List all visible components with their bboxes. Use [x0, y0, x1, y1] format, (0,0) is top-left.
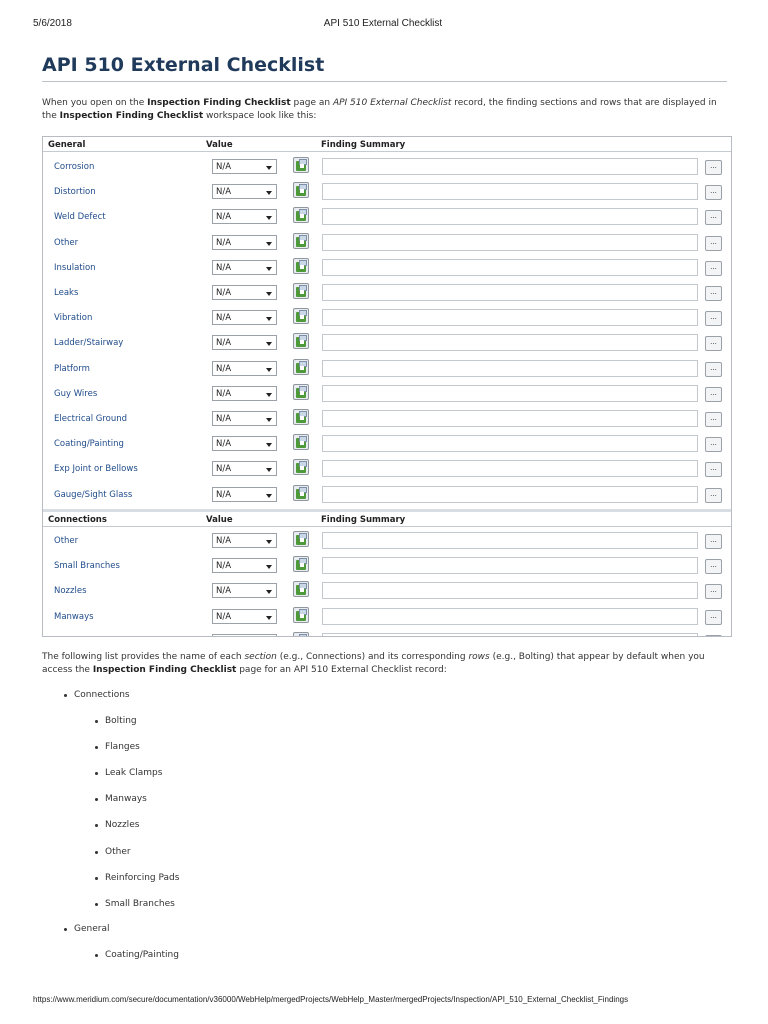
add-finding-icon[interactable] — [293, 283, 309, 299]
row-label: Vibration — [54, 313, 93, 324]
checklist-row — [43, 332, 731, 357]
dropdown-arrow-icon[interactable] — [266, 443, 272, 447]
finding-summary-field[interactable] — [322, 633, 698, 637]
list-intro-text-1: The following list provides the name of each — [42, 652, 245, 662]
list-item: Reinforcing Pads — [105, 872, 180, 883]
dropdown-arrow-icon[interactable] — [266, 590, 272, 594]
add-finding-icon[interactable] — [293, 556, 309, 572]
add-finding-icon[interactable] — [293, 581, 309, 597]
value-selected: N/A — [216, 338, 232, 349]
ellipsis-button[interactable]: ... — [705, 412, 722, 427]
list-intro-text-4: page for an API 510 External Checklist record: — [236, 665, 447, 675]
add-finding-icon[interactable] — [293, 258, 309, 274]
value-dropdown[interactable] — [212, 558, 277, 573]
add-finding-icon[interactable] — [293, 434, 309, 450]
ellipsis-button[interactable]: ... — [705, 559, 722, 574]
intro-bold-1: Inspection Finding Checklist — [147, 98, 291, 108]
list-item: Coating/Painting — [105, 950, 179, 960]
checklist-row — [43, 282, 731, 307]
row-label: Distortion — [54, 187, 96, 198]
checklist-row — [43, 206, 731, 231]
checklist-row — [43, 530, 731, 555]
value-selected: N/A — [216, 414, 232, 424]
add-finding-icon[interactable] — [293, 333, 309, 349]
finding-summary-field[interactable] — [322, 183, 698, 200]
dropdown-arrow-icon[interactable] — [266, 292, 272, 296]
value-dropdown[interactable] — [212, 335, 277, 350]
list-item: Small Branches — [105, 898, 175, 909]
print-date: 5/6/2018 — [33, 18, 72, 29]
finding-summary-field[interactable] — [322, 284, 698, 301]
value-selected: N/A — [216, 237, 232, 248]
value-dropdown[interactable] — [212, 436, 277, 451]
list-item: Bolting — [105, 716, 137, 726]
add-finding-icon[interactable] — [293, 409, 309, 425]
general-header-label: General — [48, 140, 86, 150]
dropdown-arrow-icon[interactable] — [266, 216, 272, 220]
dropdown-arrow-icon[interactable] — [266, 393, 272, 397]
general-section-header — [43, 137, 731, 152]
intro-text-1: When you open on the — [42, 98, 148, 108]
intro-paragraph — [42, 97, 732, 123]
row-label: Leaks — [54, 288, 79, 298]
add-finding-icon[interactable] — [293, 157, 309, 173]
add-finding-icon[interactable] — [293, 485, 309, 501]
ellipsis-button[interactable]: ... — [705, 387, 722, 402]
intro-bold-2: Inspection Finding Checklist — [59, 111, 204, 121]
list-intro-italic-1: section — [244, 652, 277, 662]
value-dropdown[interactable] — [212, 386, 277, 401]
row-label: Ladder/Stairway — [54, 338, 124, 349]
finding-summary-field[interactable] — [322, 309, 698, 326]
dropdown-arrow-icon[interactable] — [266, 540, 272, 544]
value-dropdown[interactable] — [212, 209, 277, 224]
ellipsis-button[interactable]: ... — [705, 462, 722, 477]
row-label: Guy Wires — [54, 388, 98, 399]
value-dropdown[interactable] — [212, 609, 277, 624]
dropdown-arrow-icon[interactable] — [266, 342, 272, 346]
dropdown-arrow-icon[interactable] — [266, 166, 272, 170]
add-finding-icon[interactable] — [293, 384, 309, 400]
value-selected: N/A — [216, 561, 232, 572]
finding-summary-field[interactable] — [322, 360, 698, 377]
dropdown-arrow-icon[interactable] — [266, 468, 272, 472]
list-item: Other — [105, 846, 131, 857]
value-selected: N/A — [216, 313, 232, 324]
ellipsis-button[interactable]: ... — [705, 261, 722, 276]
ellipsis-button[interactable]: ... — [705, 185, 722, 200]
row-label: Weld Defect — [54, 212, 106, 223]
value-selected: N/A — [216, 536, 232, 546]
intro-text-3: record, the finding sections and rows that are displayed in the — [42, 98, 717, 121]
add-finding-icon[interactable] — [293, 207, 309, 223]
value-selected: N/A — [216, 586, 232, 597]
checklist-row-partial — [43, 631, 731, 637]
print-footer-url: https://www.meridium.com/secure/documentation/v36000/WebHelp/mergedProjects/WebHelp_Master/mergedProjects/Inspection/API_510_External_Checklist_Findings — [33, 995, 629, 1004]
value-selected: N/A — [216, 489, 232, 500]
row-label: Other — [54, 536, 79, 546]
list-item: Leak Clamps — [105, 768, 163, 779]
row-label: Coating/Painting — [54, 439, 124, 450]
checklist-row — [43, 580, 731, 605]
add-finding-icon[interactable] — [293, 607, 309, 623]
connections-header-label: Connections — [48, 515, 107, 525]
add-finding-icon[interactable] — [293, 459, 309, 475]
checklist-row — [43, 555, 731, 580]
dropdown-arrow-icon[interactable] — [266, 242, 272, 246]
value-dropdown[interactable] — [212, 235, 277, 250]
row-label: Exp Joint or Bellows — [54, 464, 138, 475]
value-selected: N/A — [216, 363, 232, 374]
list-item-section: Connections — [74, 690, 130, 700]
finding-summary-field[interactable] — [322, 385, 698, 402]
checklist-row — [43, 433, 731, 458]
finding-summary-field[interactable] — [322, 608, 698, 625]
checklist-row — [43, 181, 731, 206]
ellipsis-button[interactable]: ... — [705, 534, 722, 549]
list-item: Flanges — [105, 742, 140, 753]
row-label: Small Branches — [54, 561, 120, 572]
checklist-row — [43, 232, 731, 257]
row-label: Other — [54, 237, 79, 248]
dropdown-arrow-icon[interactable] — [266, 616, 272, 620]
list-intro-paragraph — [42, 651, 732, 677]
list-item: Manways — [105, 794, 147, 805]
row-label: Gauge/Sight Glass — [54, 489, 133, 500]
checklist-row — [43, 257, 731, 282]
list-intro-italic-2: rows — [468, 652, 490, 662]
ellipsis-button[interactable]: ... — [705, 437, 722, 452]
value-dropdown[interactable] — [212, 583, 277, 598]
ellipsis-button[interactable]: ... — [705, 160, 722, 175]
value-header-label: Value — [206, 515, 233, 525]
add-finding-icon[interactable] — [293, 359, 309, 375]
value-dropdown[interactable] — [212, 184, 277, 199]
finding-summary-field[interactable] — [322, 334, 698, 351]
value-dropdown[interactable] — [212, 461, 277, 476]
value-dropdown[interactable] — [212, 411, 277, 426]
dropdown-arrow-icon[interactable] — [266, 494, 272, 498]
value-dropdown[interactable] — [212, 159, 277, 174]
value-dropdown[interactable] — [212, 487, 277, 502]
checklist-row — [43, 606, 731, 631]
dropdown-arrow-icon[interactable] — [266, 565, 272, 569]
value-dropdown[interactable] — [212, 285, 277, 300]
title-divider — [42, 81, 727, 82]
value-dropdown[interactable] — [212, 310, 277, 325]
dropdown-arrow-icon[interactable] — [266, 191, 272, 195]
connections-section-header — [43, 512, 731, 527]
summary-header-label: Finding Summary — [321, 140, 406, 150]
value-selected: N/A — [216, 439, 232, 450]
checklist-row — [43, 383, 731, 408]
row-label: Nozzles — [54, 586, 87, 597]
intro-text-2: page an — [290, 98, 333, 108]
list-item-section: General — [74, 924, 110, 934]
dropdown-arrow-icon[interactable] — [266, 267, 272, 271]
value-dropdown[interactable] — [212, 634, 277, 637]
add-finding-icon[interactable] — [293, 308, 309, 324]
intro-italic-1: API 510 External Checklist — [332, 98, 452, 108]
finding-summary-field[interactable] — [322, 208, 698, 225]
list-item: Nozzles — [105, 820, 140, 831]
value-selected: N/A — [216, 162, 232, 172]
row-label: Insulation — [54, 262, 96, 273]
add-finding-icon[interactable] — [293, 632, 309, 637]
page-title: API 510 External Checklist — [42, 54, 325, 76]
finding-summary-field[interactable] — [322, 582, 698, 599]
finding-summary-field[interactable] — [322, 234, 698, 251]
row-label: Corrosion — [54, 162, 95, 172]
finding-summary-field[interactable] — [322, 557, 698, 574]
dropdown-arrow-icon[interactable] — [266, 418, 272, 422]
checklist-row — [43, 408, 731, 433]
finding-summary-field[interactable] — [322, 410, 698, 427]
finding-summary-field[interactable] — [322, 158, 698, 175]
add-finding-icon[interactable] — [293, 182, 309, 198]
list-intro-bold-1: Inspection Finding Checklist — [92, 665, 237, 675]
checklist-row — [43, 484, 731, 509]
finding-summary-field[interactable] — [322, 435, 698, 452]
checklist-row — [43, 458, 731, 483]
value-dropdown[interactable] — [212, 533, 277, 548]
checklist-row — [43, 307, 731, 332]
finding-summary-field[interactable] — [322, 532, 698, 549]
value-dropdown[interactable] — [212, 260, 277, 275]
row-label: Platform — [54, 363, 90, 374]
checklist-row — [43, 358, 731, 383]
value-selected: N/A — [216, 212, 232, 223]
ellipsis-button[interactable]: ... — [705, 584, 722, 599]
row-label: Manways — [54, 611, 94, 622]
print-title: API 510 External Checklist — [323, 18, 443, 29]
checklist-panel — [42, 136, 732, 637]
checklist-row — [43, 156, 731, 181]
add-finding-icon[interactable] — [293, 531, 309, 547]
value-selected: N/A — [216, 388, 232, 399]
ellipsis-button[interactable] — [705, 635, 722, 637]
value-selected: N/A — [216, 611, 232, 622]
summary-header-label: Finding Summary — [321, 515, 406, 525]
ellipsis-button[interactable]: ... — [705, 311, 722, 326]
value-selected: N/A — [216, 187, 232, 198]
ellipsis-button[interactable]: ... — [705, 610, 722, 625]
value-selected: N/A — [216, 288, 232, 298]
ellipsis-button[interactable]: ... — [705, 210, 722, 225]
list-intro-text-3: (e.g., Bolting) that appear by default when you access the — [42, 652, 705, 675]
value-selected: N/A — [216, 464, 232, 475]
finding-summary-field[interactable] — [322, 460, 698, 477]
list-intro-text-2: (e.g., Connections) and its corresponding — [276, 652, 469, 662]
value-dropdown[interactable] — [212, 361, 277, 376]
value-selected: N/A — [216, 262, 232, 273]
ellipsis-button[interactable]: ... — [705, 362, 722, 377]
finding-summary-field[interactable] — [322, 486, 698, 503]
ellipsis-button[interactable]: ... — [705, 286, 722, 301]
dropdown-arrow-icon[interactable] — [266, 317, 272, 321]
value-header-label: Value — [206, 140, 233, 150]
finding-summary-field[interactable] — [322, 259, 698, 276]
ellipsis-button[interactable]: ... — [705, 336, 722, 351]
intro-text-4: workspace look like this: — [203, 111, 317, 121]
ellipsis-button[interactable]: ... — [705, 488, 722, 503]
row-label: Electrical Ground — [54, 414, 128, 424]
dropdown-arrow-icon[interactable] — [266, 368, 272, 372]
add-finding-icon[interactable] — [293, 233, 309, 249]
ellipsis-button[interactable]: ... — [705, 236, 722, 251]
